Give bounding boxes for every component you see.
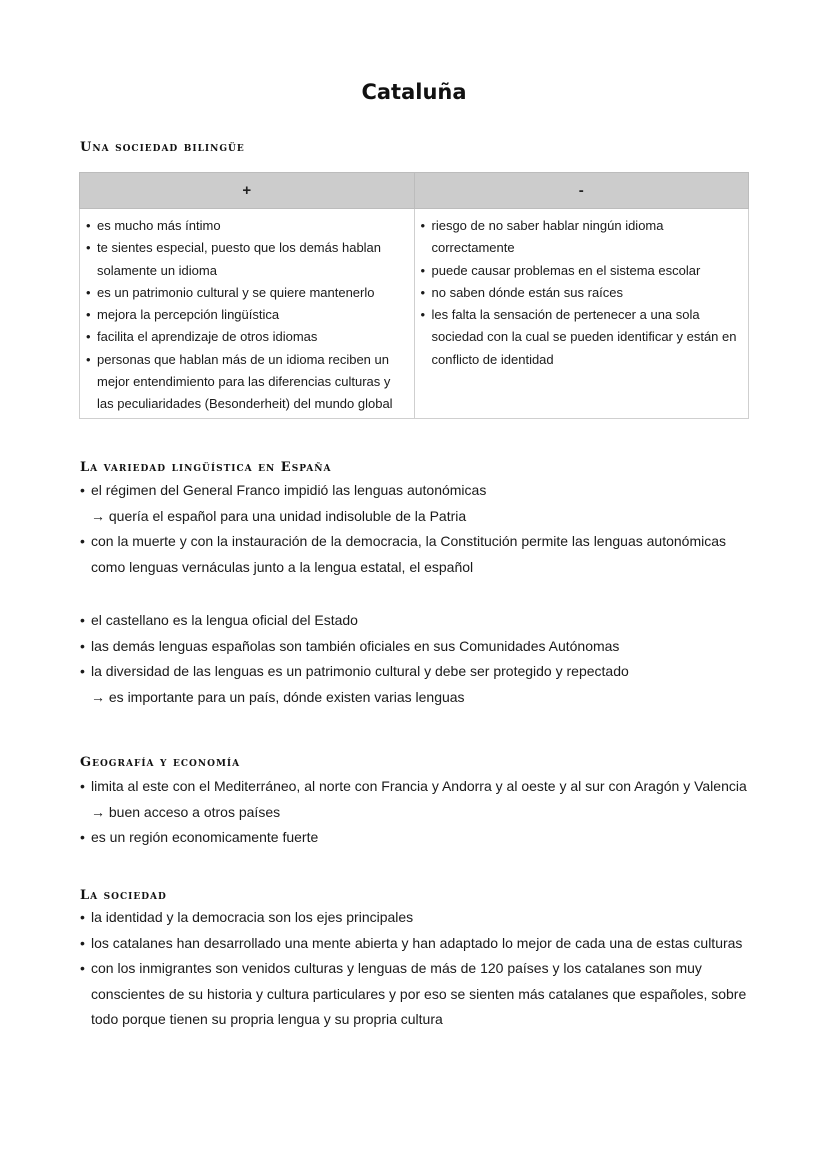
list-item: • riesgo de no saber hablar ningún idioma correctamente — [421, 215, 743, 260]
list-item: • les falta la sensación de pertenecer a una sola sociedad con la cual se pueden identificar y están en conflicto de identidad — [421, 304, 743, 371]
pros-cons-table — [79, 172, 749, 419]
list-item: • el régimen del General Franco impidió las lenguas autonómicas — [80, 478, 760, 504]
list-item: • el castellano es la lengua oficial del Estado — [80, 608, 760, 634]
list-item-sub: → es importante para un país, dónde existen varias lenguas — [91, 688, 465, 705]
geography-list — [80, 774, 760, 851]
list-item: • la diversidad de las lenguas es un patrimonio cultural y debe ser protegido y repectado — [80, 659, 760, 685]
plus-cell — [80, 209, 415, 419]
page-title: Cataluña — [361, 80, 467, 104]
list-item: • es un patrimonio cultural y se quiere mantenerlo — [86, 282, 408, 304]
list-item-sub: → quería el español para una unidad indisoluble de la Patria — [91, 507, 467, 524]
list-item: • es mucho más íntimo — [86, 215, 408, 237]
list-item: • te sientes especial, puesto que los demás hablan solamente un idioma — [86, 237, 408, 282]
linguistic-variety-list-b — [80, 608, 760, 710]
list-item: • puede causar problemas en el sistema escolar — [421, 260, 743, 282]
minus-list — [421, 215, 743, 371]
list-item: • las demás lenguas españolas son también oficiales en sus Comunidades Autónomas — [80, 634, 760, 660]
minus-cell — [414, 209, 749, 419]
plus-header: + — [80, 173, 415, 209]
section-heading-bilingual: Una sociedad bilingüe — [80, 140, 245, 155]
list-item: • con la muerte y con la instauración de la democracia, la Constitución permite las lenguas autonómicas como lenguas vernáculas junto a la lengua estatal, el español — [80, 529, 760, 580]
plus-list — [86, 215, 408, 416]
list-item: • con los inmigrantes son venidos culturas y lenguas de más de 120 países y los catalanes son muy conscientes de su historia y cultura particulares y por eso se sienten más catalanes que españoles, sobre todo porque tienen su propria lengua y su propria cultura — [80, 956, 760, 1033]
list-item: • limita al este con el Mediterráneo, al norte con Francia y Andorra y al oeste y al sur con Aragón y Valencia — [80, 774, 760, 800]
list-item: • la identidad y la democracia son los ejes principales — [80, 905, 760, 931]
list-item: • facilita el aprendizaje de otros idiomas — [86, 326, 408, 348]
list-item: • es un región economicamente fuerte — [80, 825, 760, 851]
section-heading-linguistic-variety: La variedad lingüística en España — [80, 460, 332, 475]
list-item-sub: → buen acceso a otros países — [91, 803, 281, 820]
section-heading-society: La sociedad — [80, 888, 167, 903]
section-heading-geography: Geografía y economía — [80, 755, 241, 770]
list-item: • personas que hablan más de un idioma reciben un mejor entendimiento para las diferencias culturas y las peculiaridades (Besonderheit) del mundo global — [86, 349, 408, 416]
list-item: • los catalanes han desarrollado una mente abierta y han adaptado lo mejor de cada una de estas culturas — [80, 931, 760, 957]
society-list — [80, 905, 760, 1033]
linguistic-variety-list-a — [80, 478, 760, 580]
list-item: • no saben dónde están sus raíces — [421, 282, 743, 304]
list-item: • mejora la percepción lingüística — [86, 304, 408, 326]
minus-header: - — [414, 173, 749, 209]
